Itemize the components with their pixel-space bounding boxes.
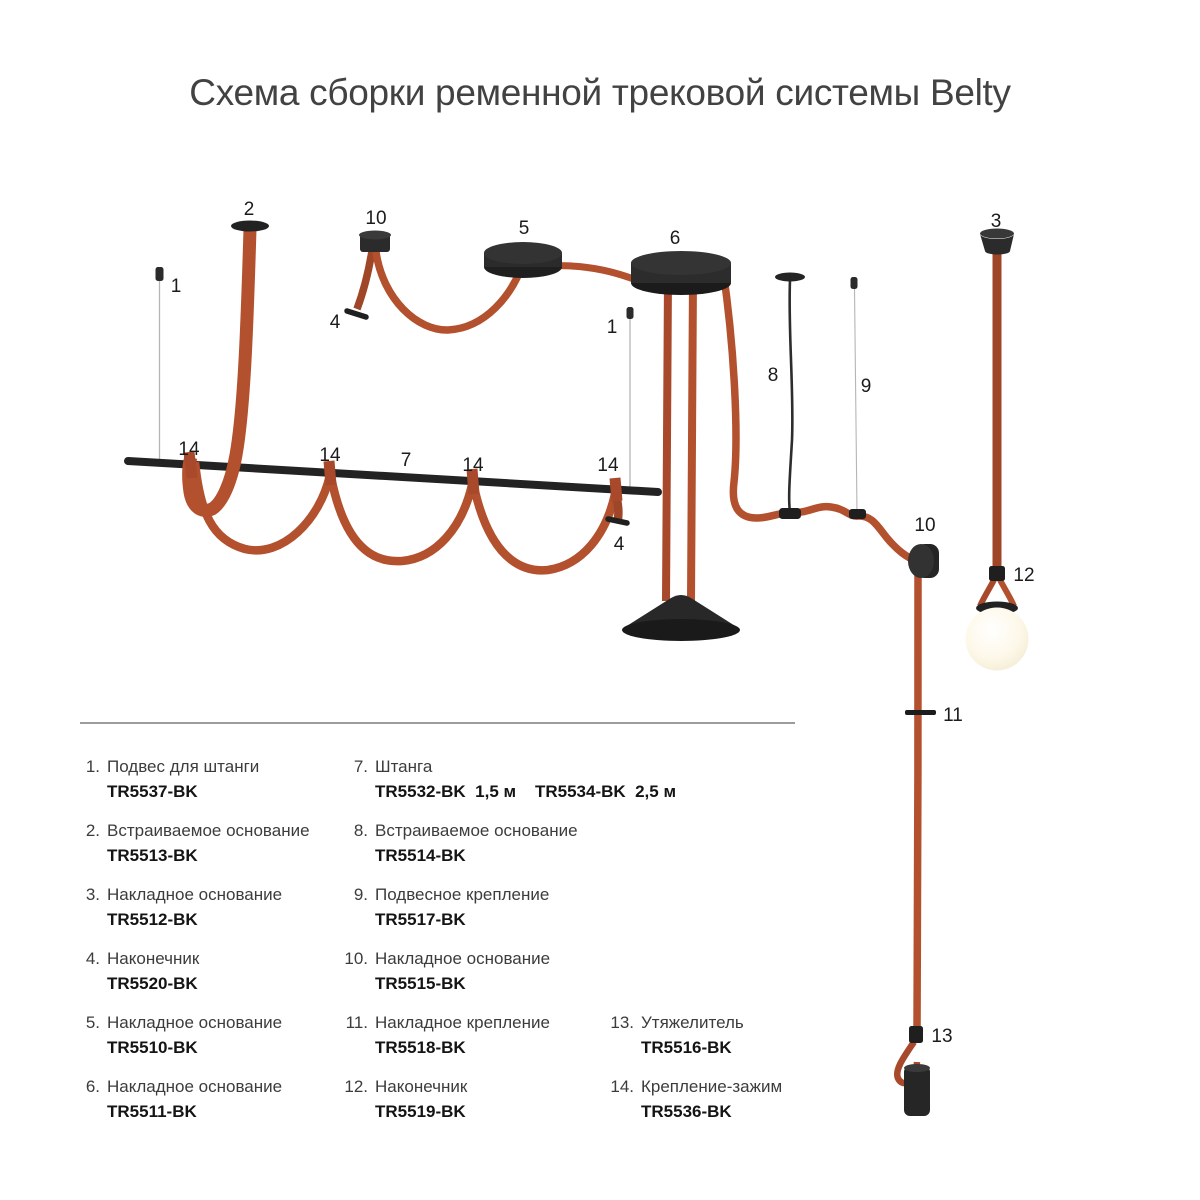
diagram-label-13: 13 [931,1026,953,1047]
part-name: Наконечник [107,949,200,968]
belt-long-right [917,575,918,1032]
cable-8 [789,280,792,512]
part-code: TR5518-BK [375,1038,466,1057]
belt-10-to-tip [357,251,372,309]
surface-base-5-top [484,242,562,264]
part-name: Встраиваемое основание [107,821,310,840]
part-name: Накладное крепление [375,1013,550,1032]
part-entry-2 [80,821,310,865]
part-code: TR5536-BK [641,1102,732,1121]
surface-base-10a-top [359,231,391,240]
part-number: 1. [85,757,100,776]
weight-13-body [904,1066,930,1116]
part-code: TR5537-BK [107,782,198,801]
diagram-label-10a: 10 [365,208,387,229]
part-code: TR5517-BK [375,910,466,929]
diagram-label-4b: 4 [613,534,625,555]
clamp-11 [905,710,936,715]
part-entry-7 [338,757,676,801]
page-title: Схема сборки ременной трековой системы Belty [189,72,1011,113]
part-entry-10 [338,949,676,993]
part-name: Накладное основание [375,949,551,968]
part-number: 14. [610,1077,634,1096]
part-number: 3. [85,885,100,904]
clamp-8 [779,508,801,519]
part-number: 9. [353,885,368,904]
part-code: TR5514-BK [375,846,466,865]
part-name: Утяжелитель [641,1013,744,1032]
part-name: Подвесное крепление [375,885,550,904]
belt-tip-4b [608,519,627,523]
part-entry-9 [338,885,676,929]
belt-6-strap-right [691,278,693,601]
cone-shade-base [622,619,740,641]
part-code: TR5519-BK [375,1102,466,1121]
diagram-label-12: 12 [1013,565,1035,586]
surface-base-10b-face [908,544,934,578]
part-number: 11. [345,1013,368,1032]
diagram-label-10b: 10 [914,515,936,536]
part-entry-1 [80,757,310,801]
part-entry-3 [80,885,310,929]
part-number: 2. [85,821,100,840]
part-name: Подвес для штанги [107,757,260,776]
part-name: Крепление-зажим [641,1077,783,1096]
diagram-label-1a: 1 [170,276,182,297]
diagram-label-4a: 4 [329,312,341,333]
part-code: TR5512-BK [107,910,198,929]
diagram-label-14a: 14 [178,439,200,460]
part-entry-6 [80,1077,310,1121]
parts-list-column-1 [80,757,310,1141]
diagram-label-9: 9 [860,376,872,397]
diagram-label-7: 7 [400,450,412,471]
part-number: 12. [344,1077,368,1096]
diagram-label-1b: 1 [606,317,618,338]
part-code: TR5510-BK [107,1038,198,1057]
part-name: Встраиваемое основание [375,821,578,840]
part-code: TR5516-BK [641,1038,732,1057]
clamp-12 [989,566,1005,581]
diagram-label-5: 5 [518,218,530,239]
divider [80,722,795,724]
part-entry-13 [604,1013,782,1057]
part-entry-4 [80,949,310,993]
ceiling-plate-2 [231,221,269,232]
diagram-label-2: 2 [243,199,255,220]
diagram-label-3: 3 [990,211,1002,232]
part-entry-14 [604,1077,782,1121]
belt-swag-3 [474,487,615,570]
clamp-13 [909,1026,923,1043]
part-entry-8 [338,821,676,865]
part-code: TR5513-BK [107,846,198,865]
part-name: Штанга [375,757,433,776]
diagram-label-14b: 14 [319,445,341,466]
part-number: 8. [353,821,368,840]
belt-6-strap-left [666,278,668,601]
part-code: TR5532-BK 1,5 м TR5534-BK 2,5 м [375,782,677,801]
part-name: Накладное основание [107,1013,283,1032]
rod-7 [128,461,658,492]
parts-list-column-3 [604,1013,782,1141]
part-number: 13. [610,1013,634,1032]
part-code: TR5511-BK [107,1102,197,1121]
part-number: 4. [85,949,100,968]
sphere-lamp [966,608,1029,671]
weight-13-top [904,1064,930,1072]
part-name: Накладное основание [107,885,283,904]
part-name: Накладное основание [107,1077,283,1096]
diagram-label-14c: 14 [462,455,484,476]
belt-swag-2 [331,477,472,561]
clamp-14-4 [615,478,617,501]
recessed-base-8 [775,273,805,282]
part-number: 6. [85,1077,100,1096]
part-number: 10. [344,949,368,968]
suspension-connector-9 [851,277,858,289]
belt-6-wave [723,270,918,562]
hanger-connector-1 [156,267,164,281]
part-number: 7. [353,757,368,776]
part-name: Наконечник [375,1077,468,1096]
part-code: TR5520-BK [107,974,198,993]
belt-tip-4a [347,311,366,317]
diagram-label-14d: 14 [597,455,619,476]
diagram-label-8: 8 [767,365,779,386]
part-code: TR5515-BK [375,974,466,993]
diagram-label-6: 6 [669,228,681,249]
surface-base-6-top [631,251,731,275]
suspension-wire-9 [855,288,858,514]
part-entry-5 [80,1013,310,1057]
hanger-connector-2 [627,307,634,319]
part-number: 5. [85,1013,100,1032]
clamp-9 [849,509,866,519]
diagram-label-11: 11 [943,705,963,726]
